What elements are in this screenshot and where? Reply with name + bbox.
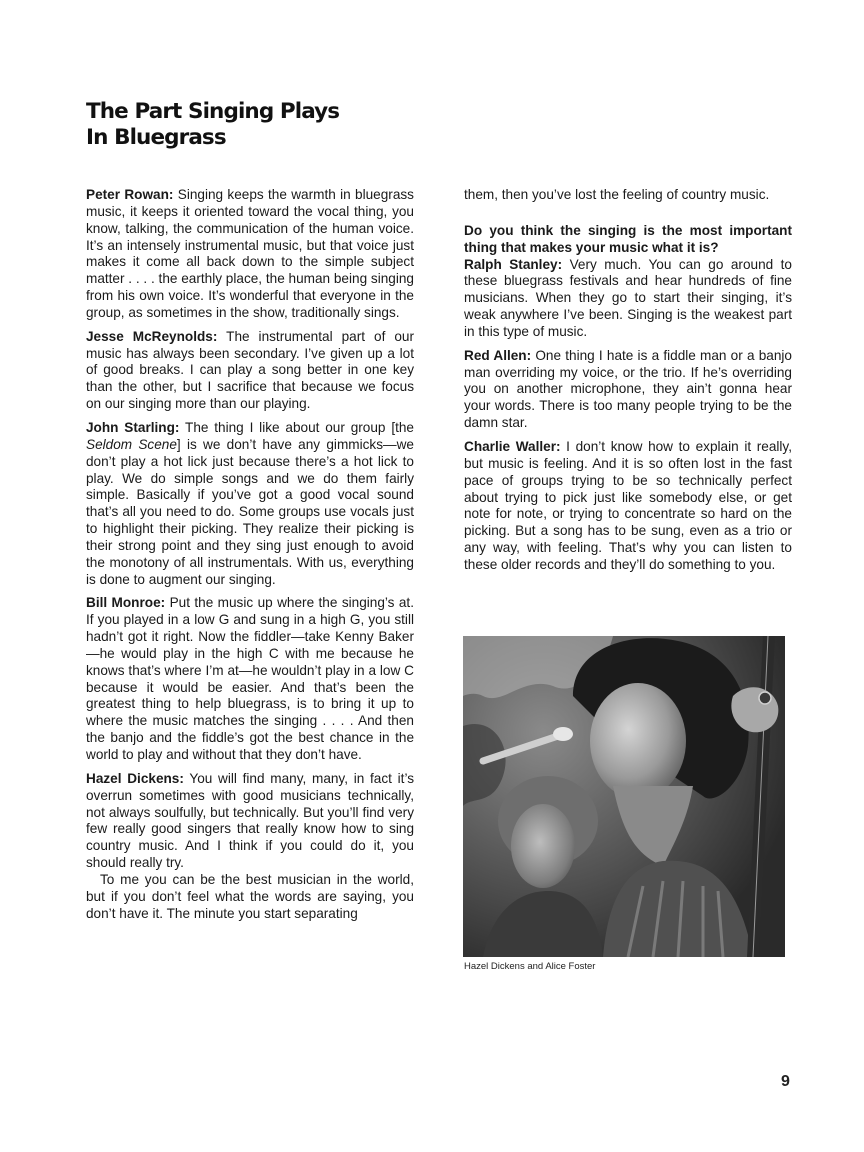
quote-red-allen — [464, 348, 792, 432]
speaker-name: Red Allen: — [464, 347, 532, 363]
speaker-name: Peter Rowan: — [86, 187, 174, 202]
quote-bill-monroe — [86, 595, 414, 763]
quote-text: The instrumental part of our music has always been secondary. I’ve given up a lot of good breaks. I can play a song better in one key than the other, but I sacrifice that because we focus on our singing more than our playing. — [86, 328, 414, 412]
photo-image — [463, 636, 785, 957]
microphone-head — [553, 727, 573, 741]
lead-singer-face — [590, 683, 686, 799]
quote-ralph-stanley — [464, 257, 792, 341]
speaker-name: Bill Monroe: — [86, 595, 166, 611]
page-title — [86, 99, 446, 151]
photo-caption: Hazel Dickens and Alice Foster — [464, 961, 596, 972]
right-column — [464, 187, 792, 581]
quote-text: You will find many, many, in fact it’s overrun sometimes with good musicians technically, not always soulfully, but technically. But you’ll find very few really good singers that really know how to sing country music. And I think if you could do it, you should really try. — [86, 770, 415, 871]
quote-text: Singing keeps the warmth in bluegrass music, it keeps it oriented toward the vocal thing, you know, talking, the communication of the human voice. It’s an intensely instrumental music, but that voice just makes it come all back down to the simple subject matter . . . . the earthly place, the human being singing from his own voice. It’s wonderful that everyone in the group, as sometimes in the show, traditionally sings. — [86, 187, 414, 320]
quote-hazel-dickens-continued: To me you can be the best musician in the world, but if you don’t feel what the words are saying, you don’t have it. The minute you start separating — [86, 871, 414, 921]
page-number: 9 — [781, 1073, 790, 1090]
quote-john-starling — [86, 420, 414, 588]
ring — [759, 692, 771, 704]
quote-text: I don’t know how to explain it really, but music is feeling. And it is so often lost in the fast pace of groups trying to be so technically perfect about trying to pick just like somebody else, or get note for note, or trying to concentrate so hard on the picking. But a song has to be sung, even as a trio or any way, with feeling. That’s why you can listen to these older records and they’ll do something to you. — [464, 438, 792, 572]
continued-text: them, then you’ve lost the feeling of country music. — [464, 187, 770, 202]
photo-singers — [463, 636, 785, 957]
quote-text: Put the music up where the singing’s at. If you played in a low G and sung in a high G, you still hadn’t got it right. Now the fiddler—take Kenny Baker—he would play in the high C with me because he knows that’s where I’m at—he wouldn’t play in a low C because it would be easier. And that’s been the greatest thing to help bluegrass, is to bring it up to where the music matches the singing . . . . And then the banjo and the fiddle’s got the best chance in the world to play and without that they don’t have. — [86, 595, 414, 762]
speaker-name: Charlie Waller: — [464, 438, 561, 454]
title-line-2: In Bluegrass — [86, 125, 226, 150]
interview-question: Do you think the singing is the most important thing that makes your music what it is? — [464, 222, 792, 255]
quote-hazel-dickens — [86, 771, 414, 872]
left-column — [86, 187, 414, 929]
speaker-name: Ralph Stanley: — [464, 256, 563, 272]
quote-peter-rowan — [86, 187, 414, 322]
quote-text: Very much. You can go around to these bluegrass festivals and hear hundreds of fine musicians. When they go to start their singing, it’s weak anywhere I’ve been. Singing is the weakest part in this type of music. — [464, 256, 792, 339]
title-line-1: The Part Singing Plays — [86, 99, 340, 124]
band-name: Seldom Scene — [86, 436, 177, 452]
speaker-name: Hazel Dickens: — [86, 770, 184, 786]
speaker-name: John Starling: — [86, 419, 180, 435]
quote-text: ] is we don’t have any gimmicks—we don’t play a hot lick just because there’s a hot lick to play. We do simple songs and we do them fairly simple. Basically if you’ve got a good vocal sound that’s all you need to do. Some groups use vocals just to highlight their picking. They realize their picking is their strong point and they sing just enough to avoid the monotony of all instrumentals. With us, everything is done to augment our singing. — [86, 436, 414, 587]
quote-text: One thing I hate is a fiddle man or a banjo man overriding my voice, or the trio. If he’s overriding you on another microphone, they ain’t gonna hear your words. There is too many people trying to be the damn star. — [464, 347, 792, 431]
quote-charlie-waller — [464, 439, 792, 574]
speaker-name: Jesse McReynolds: — [86, 328, 218, 344]
background-singer-face — [511, 804, 575, 888]
quote-jesse-mcreynolds — [86, 329, 414, 413]
quote-text: The thing I like about our group [the — [179, 419, 414, 435]
